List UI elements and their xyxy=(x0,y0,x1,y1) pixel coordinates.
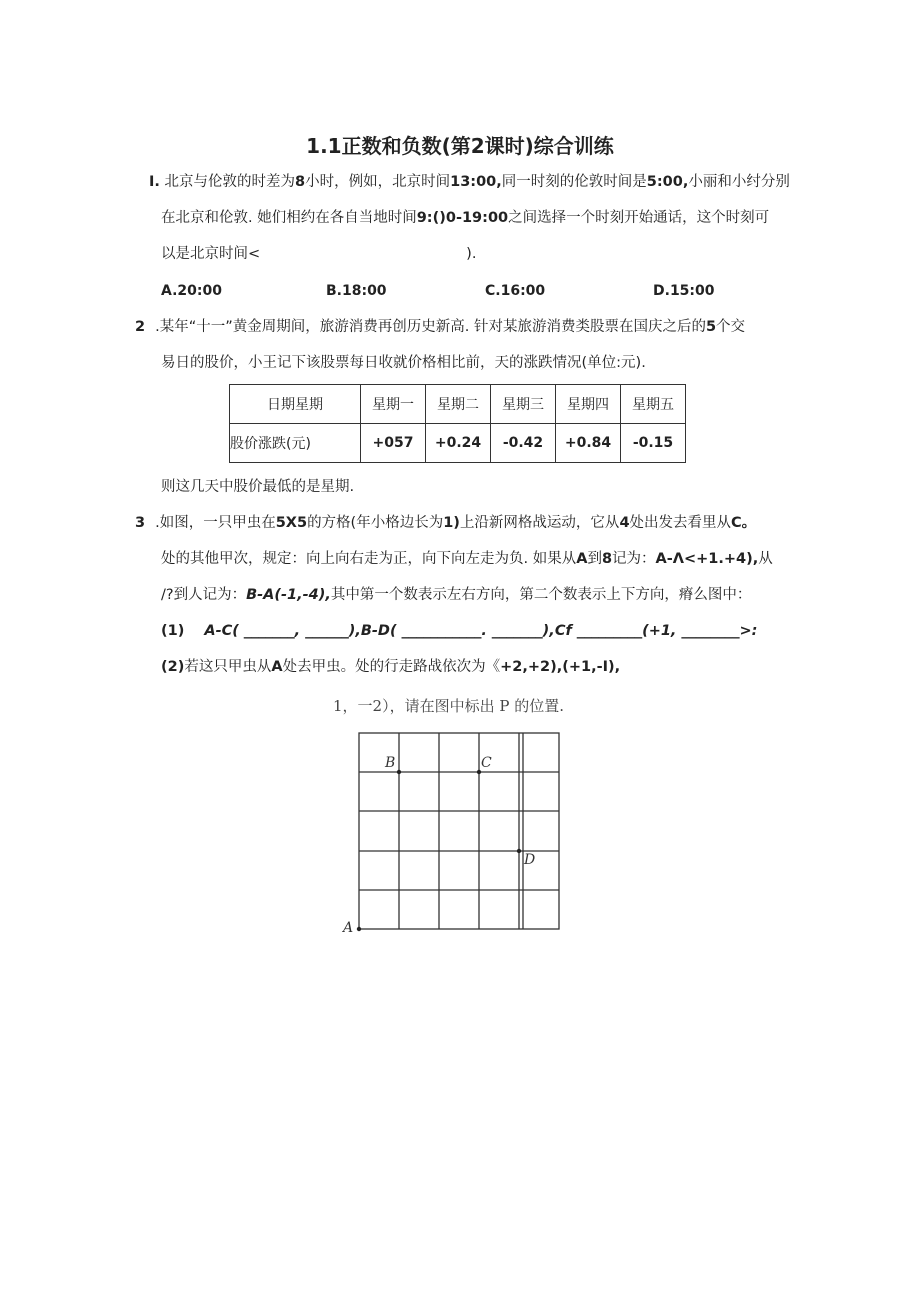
table-cell: -0.15 xyxy=(621,424,686,463)
q1-line-3 xyxy=(161,244,476,264)
q1-option-b: B.18:00 xyxy=(326,283,387,299)
label-a: A xyxy=(343,920,354,936)
q3-text: /?到人记为： xyxy=(161,587,247,603)
table-cell: +0.24 xyxy=(426,424,491,463)
table-header-cell: 日期星期 xyxy=(230,385,361,424)
q2-line-2: 易日的股价，小王记下该股票每日收就价格相比前，天的涨跌情况(单位:元). xyxy=(161,355,646,371)
q3-sub2-label: (2) xyxy=(161,659,185,675)
q1-text: 5:00, xyxy=(646,174,689,190)
q3-text: C。 xyxy=(731,515,757,531)
q3-line-3 xyxy=(161,585,751,605)
table-cell: +0.84 xyxy=(556,424,621,463)
q1-option-c: C.16:00 xyxy=(485,283,546,299)
q1-text: 同一时刻的伦敦时间是 xyxy=(501,174,647,190)
label-c: C xyxy=(481,755,492,771)
q3-line-1 xyxy=(135,513,756,533)
q3-text: A-Λ<+1.+4), xyxy=(655,551,759,567)
q3-text: 8 xyxy=(601,551,613,567)
q1-text: 之间选择一个时刻开始通话，这个时刻可 xyxy=(508,210,770,226)
q3-sub2 xyxy=(161,657,620,677)
q1-line-2 xyxy=(161,208,769,228)
table-header-cell: 星期三 xyxy=(491,385,556,424)
q3-text: 若这只甲虫从 xyxy=(184,659,272,675)
q1-text: 小丽和小纣分别 xyxy=(688,174,790,190)
point-d xyxy=(517,849,521,853)
stock-table xyxy=(229,384,686,463)
q3-text: 处出发去看里从 xyxy=(629,515,732,531)
table-cell: +057 xyxy=(361,424,426,463)
page-title: 1.1正数和负数(第2课时)综合训练 xyxy=(306,134,614,158)
q2-text: .某年“十一”黄金周期间，旅游消费再创历史新高. 针对某旅游消费类股票在国庆之后的 xyxy=(155,319,706,335)
figure-caption: 1，一2），请在图中标出 P 的位置. xyxy=(333,697,564,715)
q3-text: A xyxy=(271,659,283,675)
q2-after: 则这几天中股价最低的是星期. xyxy=(161,479,355,495)
table-cell: -0.42 xyxy=(491,424,556,463)
table-header-row xyxy=(230,385,686,424)
q1-line-1 xyxy=(149,172,790,192)
q1-number: I. xyxy=(149,174,160,190)
q1-text: 13:00, xyxy=(450,174,502,190)
q2-line-1 xyxy=(135,317,745,337)
label-b: B xyxy=(385,755,396,771)
q3-text: +2,+2),(+1,-I), xyxy=(500,659,621,675)
q3-text: 其中第一个数表示左右方向，第二个数表示上下方向，瘠么图中： xyxy=(330,587,752,603)
q3-sub1-label: (1) xyxy=(161,623,185,639)
grid-figure xyxy=(335,725,575,940)
q3-text: 记为： xyxy=(612,551,656,567)
table-header-cell: 星期五 xyxy=(621,385,686,424)
label-d: D xyxy=(524,852,536,868)
q3-text: 4 xyxy=(619,515,630,531)
q3-text: .如图，一只甲虫在 xyxy=(155,515,276,531)
q1-text: 8 xyxy=(295,174,306,190)
q1-text: 北京与伦敦的时差为 xyxy=(164,174,296,190)
q3-text: 到 xyxy=(587,551,602,567)
q1-text: 以是北京时间< xyxy=(161,246,261,262)
q3-text: A xyxy=(576,551,588,567)
q1-text: 小时，例如，北京时间 xyxy=(305,174,451,190)
q2-text: 个交 xyxy=(716,319,746,335)
q3-number: 3 xyxy=(135,515,146,531)
q3-text: 的方格(年小格边长为 xyxy=(307,515,444,531)
q3-text: 上沿新网格战运动，它从 xyxy=(459,515,620,531)
q2-number: 2 xyxy=(135,319,146,335)
q1-option-a: A.20:00 xyxy=(161,283,222,299)
q3-text: B-A(-1,-4), xyxy=(246,587,331,603)
table-header-cell: 星期一 xyxy=(361,385,426,424)
q1-option-d: D.15:00 xyxy=(653,283,715,299)
q3-text: 从 xyxy=(758,551,773,567)
q3-text: 5X5 xyxy=(275,515,308,531)
point-b xyxy=(397,770,401,774)
q1-text: 在北京和伦敦. 她们相约在各自当地时间 xyxy=(161,210,417,226)
q3-text: 处的其他甲次，规定：向上向右走为正，向下向左走为负. 如果从 xyxy=(161,551,577,567)
q3-text: 处去甲虫。处的行走路战依次为《 xyxy=(282,659,501,675)
q3-line-2 xyxy=(161,549,773,569)
table-header-cell: 星期二 xyxy=(426,385,491,424)
table-header-cell: 星期四 xyxy=(556,385,621,424)
q2-text: 5 xyxy=(705,319,717,335)
point-a xyxy=(357,927,361,931)
q3-text: 1) xyxy=(443,515,460,531)
table-row xyxy=(230,424,686,463)
q1-text: 9:()0-19:00 xyxy=(416,210,509,226)
q3-sub1-text: A-C( _______, ______),B-D( ___________. _______),Cf _________(+1, ________>: xyxy=(204,623,758,639)
q3-sub1 xyxy=(161,621,757,641)
q1-text: ). xyxy=(466,246,477,262)
table-row-label: 股价涨跌(元) xyxy=(230,424,361,463)
